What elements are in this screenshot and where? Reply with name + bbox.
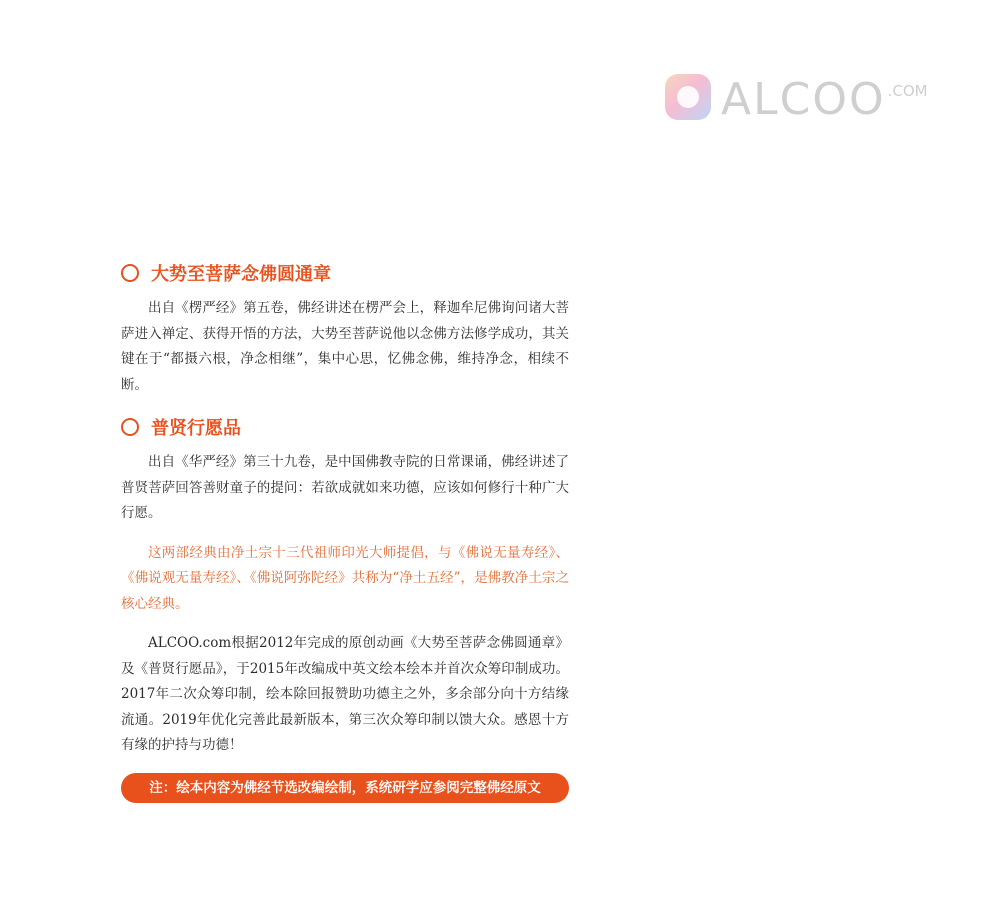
section-body-dashizhi: 出自《楞严经》第五卷，佛经讲述在楞严会上，释迦牟尼佛询问诸大菩萨进入禅定、获得开悟的方法，大势至菩萨说他以念佛方法修学成功，其关键在于“都摄六根，净念相继”，集中心思，忆佛念佛，维持净念，相续不断。 <box>121 300 569 393</box>
section-heading-puxian <box>121 412 569 442</box>
page-content <box>121 258 569 803</box>
logo-suffix: .COM <box>887 82 928 100</box>
note-banner: 注：绘本内容为佛经节选改编绘制，系统研学应参阅完整佛经原文 <box>121 773 569 803</box>
alcoo-logo <box>665 74 928 126</box>
section-heading-dashizhi <box>121 258 569 288</box>
logo-wordmark: ALCOO <box>721 74 886 125</box>
section-title: 大势至菩萨念佛圆通章 <box>151 264 331 285</box>
section-body-puxian: 出自《华严经》第三十九卷，是中国佛教寺院的日常课诵，佛经讲述了普贤菩萨回答善财童子的提问：若欲成就如来功德，应该如何修行十种广大行愿。 <box>121 454 569 521</box>
circle-bullet-icon <box>121 264 139 282</box>
alcoo-logo-icon <box>665 74 711 120</box>
highlight-paragraph: 这两部经典由净土宗十三代祖师印光大师提倡，与《佛说无量寿经》、《佛说观无量寿经》、《佛说阿弥陀经》共称为“净土五经”，是佛教净土宗之核心经典。 <box>121 544 569 612</box>
section-title: 普贤行愿品 <box>151 418 241 439</box>
description-paragraph: ALCOO.com根据2012年完成的原创动画《大势至菩萨念佛圆通章》及《普贤行愿品》，于2015年改编成中英文绘本绘本并首次众筹印制成功。2017年二次众筹印制，绘本除回报赞助功德主之外，多余部分向十方结缘流通。2019年优化完善此最新版本，第三次众筹印制以馈大众。感恩十方有缘的护持与功德！ <box>121 635 569 753</box>
circle-bullet-icon <box>121 418 139 436</box>
